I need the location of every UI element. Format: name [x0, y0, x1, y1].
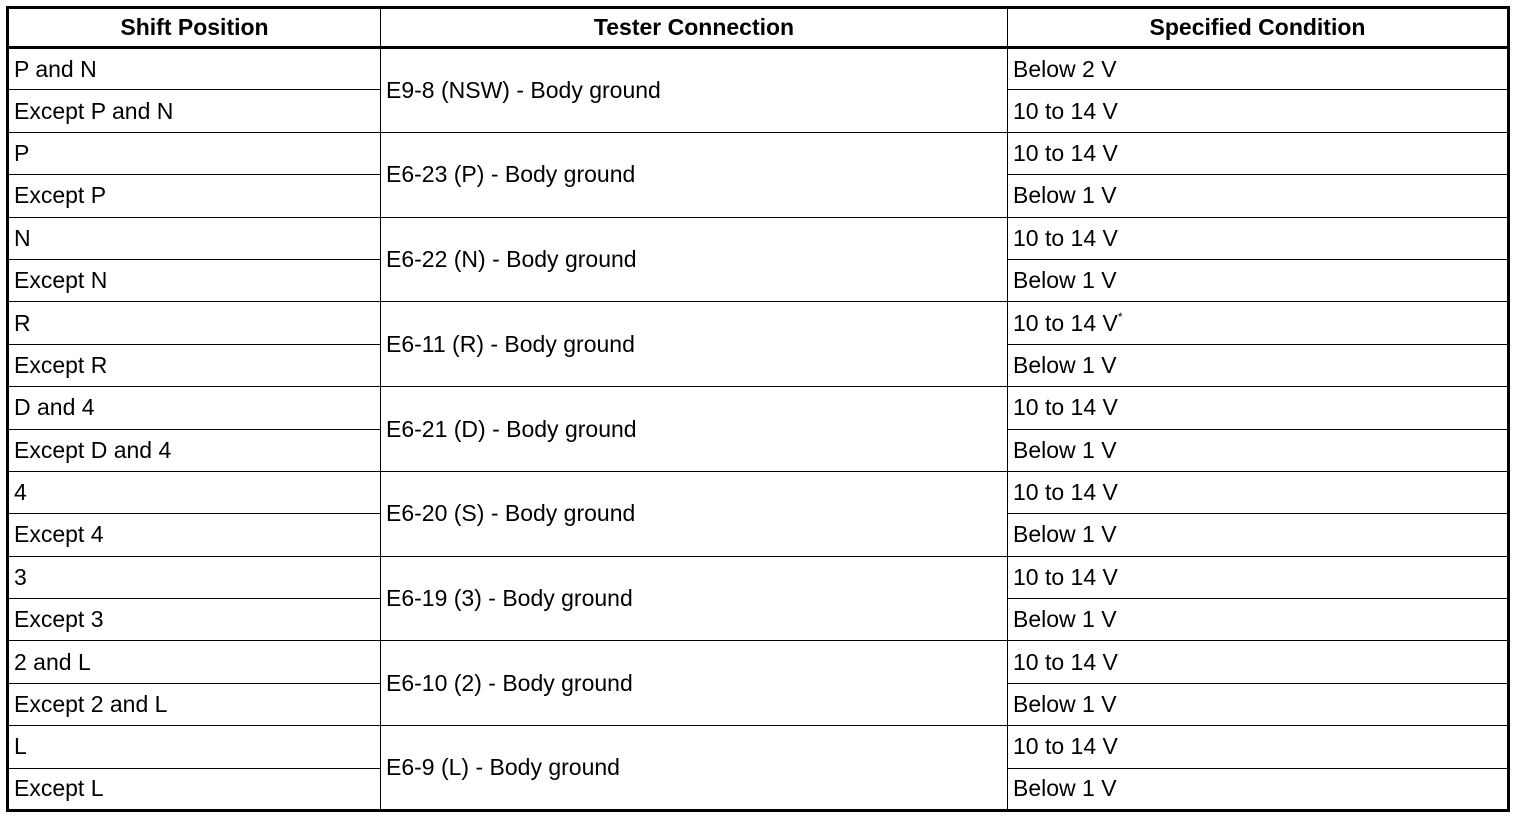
- condition-value: Below 1 V: [1013, 521, 1117, 548]
- specified-condition-cell: [1008, 726, 1509, 768]
- condition-value: 10 to 14 V: [1013, 563, 1118, 590]
- specified-condition-cell: [1008, 175, 1509, 217]
- header-tester-connection: Tester Connection: [381, 8, 1008, 48]
- tester-connection-cell: E6-19 (3) - Body ground: [381, 556, 1008, 641]
- table-row: [8, 48, 1509, 90]
- tester-connection-cell: E6-23 (P) - Body ground: [381, 132, 1008, 217]
- table-header: [8, 8, 1509, 48]
- tester-connection-cell: E6-11 (R) - Body ground: [381, 302, 1008, 387]
- condition-value: 10 to 14 V: [1013, 139, 1118, 166]
- shift-position-cell: Except D and 4: [8, 429, 381, 471]
- specified-condition-cell: [1008, 217, 1509, 259]
- specified-condition-cell: [1008, 429, 1509, 471]
- condition-value: Below 1 V: [1013, 182, 1117, 209]
- condition-value: Below 1 V: [1013, 606, 1117, 633]
- table-row: [8, 471, 1509, 513]
- specified-condition-cell: [1008, 387, 1509, 429]
- table-row: [8, 132, 1509, 174]
- table-row: [8, 217, 1509, 259]
- table-row: [8, 302, 1509, 344]
- condition-value: Below 2 V: [1013, 55, 1117, 82]
- shift-position-cell: 4: [8, 471, 381, 513]
- tester-connection-cell: E6-21 (D) - Body ground: [381, 387, 1008, 472]
- specified-condition-cell: [1008, 683, 1509, 725]
- condition-value: Below 1 V: [1013, 436, 1117, 463]
- header-shift-position: Shift Position: [8, 8, 381, 48]
- tester-connection-cell: E6-10 (2) - Body ground: [381, 641, 1008, 726]
- specified-condition-cell: [1008, 556, 1509, 598]
- condition-value: Below 1 V: [1013, 267, 1117, 294]
- shift-position-cell: 3: [8, 556, 381, 598]
- tester-connection-cell: E6-22 (N) - Body ground: [381, 217, 1008, 302]
- shift-position-cell: Except R: [8, 344, 381, 386]
- condition-value: 10 to 14 V: [1013, 224, 1118, 251]
- table-row: [8, 387, 1509, 429]
- specified-condition-cell: [1008, 768, 1509, 810]
- shift-position-cell: Except N: [8, 259, 381, 301]
- condition-value: 10 to 14 V: [1013, 310, 1118, 337]
- table-row: [8, 726, 1509, 768]
- shift-position-cell: P and N: [8, 48, 381, 90]
- specified-condition-cell: [1008, 90, 1509, 132]
- table-row: [8, 556, 1509, 598]
- shift-position-cell: Except P and N: [8, 90, 381, 132]
- specified-condition-cell: [1008, 132, 1509, 174]
- header-specified-condition: Specified Condition: [1008, 8, 1509, 48]
- tester-connection-cell: E6-20 (S) - Body ground: [381, 471, 1008, 556]
- shift-position-cell: 2 and L: [8, 641, 381, 683]
- condition-value: Below 1 V: [1013, 351, 1117, 378]
- specified-condition-cell: [1008, 302, 1509, 344]
- shift-position-cell: N: [8, 217, 381, 259]
- table-body: [8, 48, 1509, 811]
- tester-connection-cell: E9-8 (NSW) - Body ground: [381, 48, 1008, 133]
- condition-value: 10 to 14 V: [1013, 394, 1118, 421]
- shift-position-cell: Except 3: [8, 599, 381, 641]
- condition-value: Below 1 V: [1013, 775, 1117, 802]
- specified-condition-cell: [1008, 344, 1509, 386]
- header-row: [8, 8, 1509, 48]
- condition-value: 10 to 14 V: [1013, 648, 1118, 675]
- specified-condition-cell: [1008, 599, 1509, 641]
- specified-condition-cell: [1008, 514, 1509, 556]
- specified-condition-cell: [1008, 471, 1509, 513]
- condition-value: Below 1 V: [1013, 691, 1117, 718]
- shift-position-cell: P: [8, 132, 381, 174]
- shift-position-cell: D and 4: [8, 387, 381, 429]
- shift-position-cell: R: [8, 302, 381, 344]
- shift-position-cell: L: [8, 726, 381, 768]
- shift-position-cell: Except 4: [8, 514, 381, 556]
- condition-value: 10 to 14 V: [1013, 479, 1118, 506]
- specification-table: [6, 6, 1510, 812]
- specified-condition-cell: [1008, 48, 1509, 90]
- shift-position-cell: Except L: [8, 768, 381, 810]
- footnote-marker: *: [1117, 310, 1123, 325]
- condition-value: 10 to 14 V: [1013, 733, 1118, 760]
- tester-connection-cell: E6-9 (L) - Body ground: [381, 726, 1008, 811]
- specified-condition-cell: [1008, 259, 1509, 301]
- shift-position-cell: Except 2 and L: [8, 683, 381, 725]
- table-row: [8, 641, 1509, 683]
- shift-position-cell: Except P: [8, 175, 381, 217]
- condition-value: 10 to 14 V: [1013, 97, 1118, 124]
- specified-condition-cell: [1008, 641, 1509, 683]
